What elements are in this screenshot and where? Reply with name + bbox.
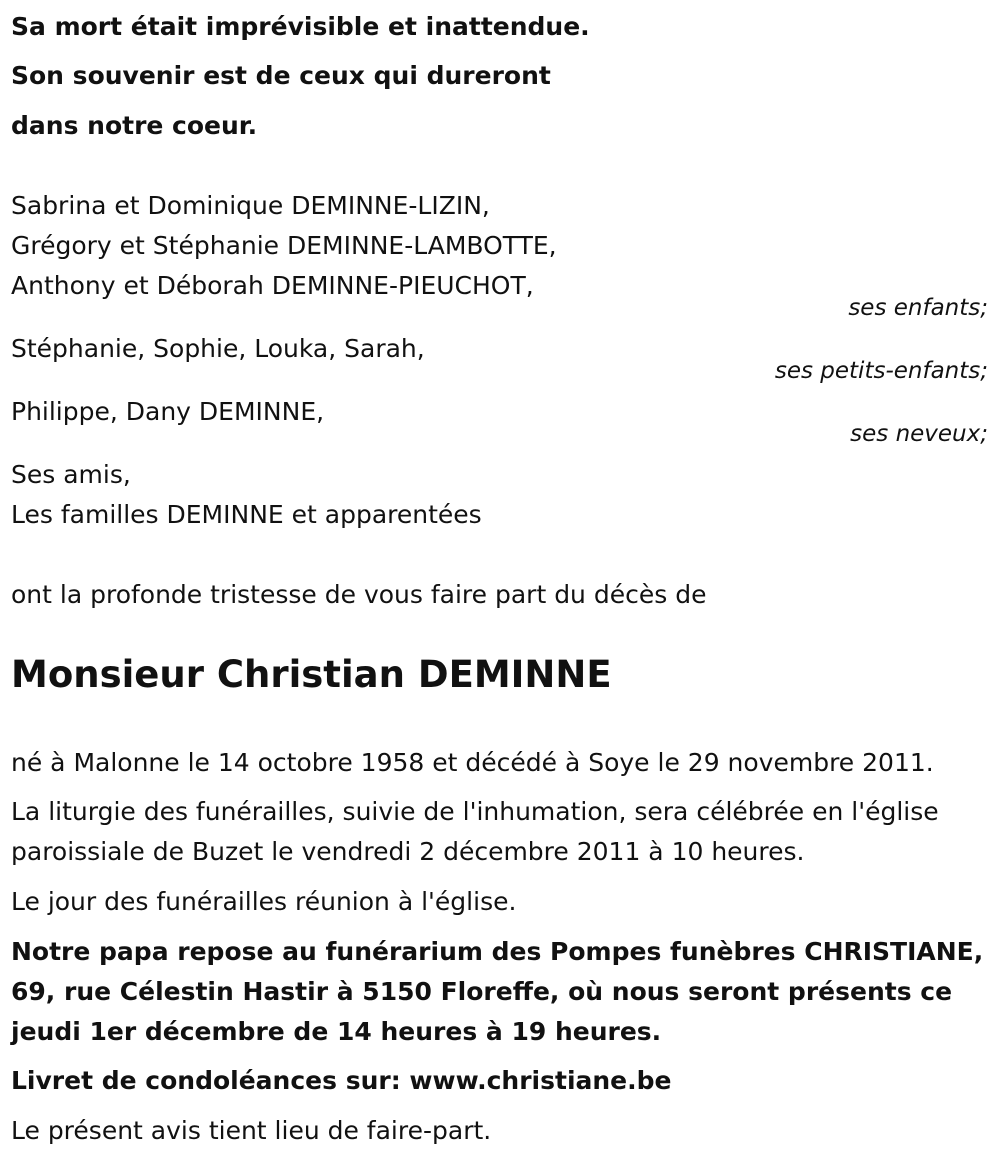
child-line-1: Sabrina et Dominique DEMINNE-LIZIN,	[11, 191, 490, 220]
liturgy-line-1: La liturgie des funérailles, suivie de l'inhumation, sera célébrée en l'église	[11, 797, 939, 826]
announcement-text: ont la profonde tristesse de vous faire part du décès de	[11, 580, 707, 609]
epitaph-line-3: dans notre coeur.	[11, 111, 258, 140]
families-line: Les familles DEMINNE et apparentées	[11, 500, 482, 529]
birth-death-text: né à Malonne le 14 octobre 1958 et décédé à Soye le 29 novembre 2011.	[11, 748, 934, 777]
nephews-line: Philippe, Dany DEMINNE,	[11, 397, 325, 426]
epitaph-line-1: Sa mort était imprévisible et inattendue.	[11, 12, 590, 41]
rest-line-1: Notre papa repose au funérarium des Pompes funèbres CHRISTIANE,	[11, 937, 984, 966]
child-line-3: Anthony et Déborah DEMINNE-PIEUCHOT,	[11, 271, 534, 300]
rest-line-3: jeudi 1er décembre de 14 heures à 19 heures.	[11, 1017, 662, 1046]
grandchildren-line: Stéphanie, Sophie, Louka, Sarah,	[11, 334, 425, 363]
child-line-2: Grégory et Stéphanie DEMINNE-LAMBOTTE,	[11, 231, 557, 260]
friends-line: Ses amis,	[11, 460, 131, 489]
liturgy-line-2: paroissiale de Buzet le vendredi 2 décembre 2011 à 10 heures.	[11, 837, 805, 866]
epitaph-line-2: Son souvenir est de ceux qui dureront	[11, 61, 551, 90]
meeting-text: Le jour des funérailles réunion à l'église.	[11, 887, 517, 916]
notice-text: Le présent avis tient lieu de faire-part.	[11, 1116, 492, 1145]
condolences-text: Livret de condoléances sur: www.christiane.be	[11, 1066, 672, 1095]
nephews-role: ses neveux;	[850, 421, 988, 447]
children-role: ses enfants;	[848, 295, 988, 321]
grandchildren-role: ses petits-enfants;	[774, 358, 988, 384]
deceased-name: Monsieur Christian DEMINNE	[11, 653, 612, 696]
rest-line-2: 69, rue Célestin Hastir à 5150 Floreffe, où nous seront présents ce	[11, 977, 953, 1006]
